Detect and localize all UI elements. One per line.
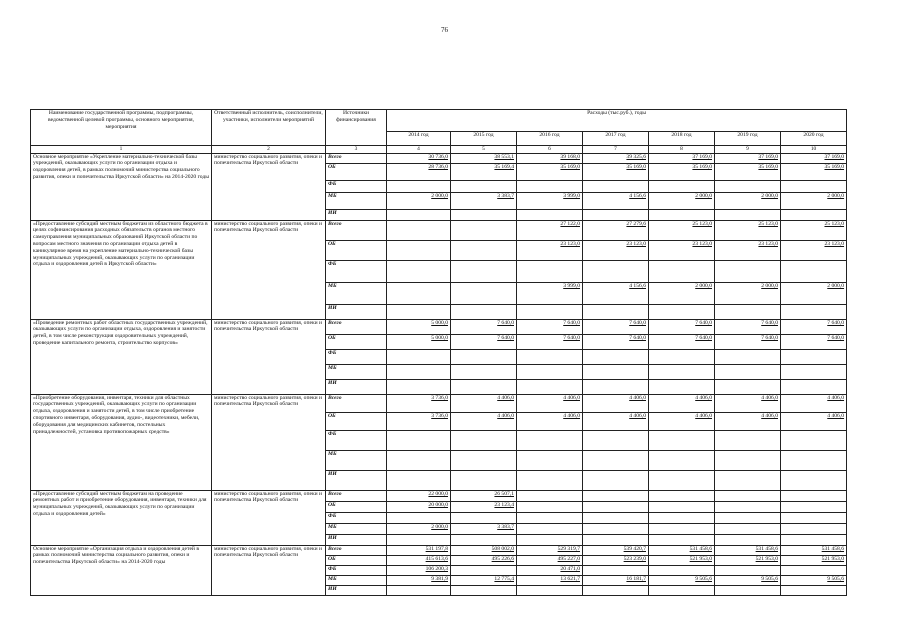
- amount-cell: 9 505,6: [715, 575, 781, 585]
- amount-cell: [583, 260, 649, 282]
- amount-cell: [451, 364, 517, 379]
- amount-cell: 35 169,0: [715, 163, 781, 180]
- amount-cell: [649, 470, 715, 490]
- amount-cell: 5 000,0: [387, 334, 451, 349]
- amount-cell: 23 123,0: [583, 240, 649, 260]
- amount-cell: 495 227,0: [517, 555, 583, 565]
- amount-cell: [781, 534, 847, 545]
- amount-cell: [583, 304, 649, 319]
- amount-cell: 529 319,7: [517, 545, 583, 555]
- amount-cell: 23 123,0: [517, 240, 583, 260]
- amount-cell: 3 999,0: [517, 192, 583, 209]
- amount-cell: [451, 260, 517, 282]
- funding-source: МБ: [326, 282, 387, 304]
- amount-cell: [715, 585, 781, 595]
- header-executor: Ответственный исполнитель, соисполнители, участники, исполнители мероприятий: [212, 110, 326, 146]
- amount-cell: [451, 512, 517, 523]
- amount-cell: [583, 490, 649, 501]
- amount-cell: 9 505,6: [781, 575, 847, 585]
- funding-source: ФБ: [326, 180, 387, 192]
- amount-cell: 4 156,6: [583, 282, 649, 304]
- amount-cell: [649, 490, 715, 501]
- header-year: 2019 год: [715, 132, 781, 146]
- table-row: [31, 153, 847, 163]
- amount-cell: [451, 304, 517, 319]
- amount-cell: 35 169,4: [451, 163, 517, 180]
- amount-cell: [715, 304, 781, 319]
- col-number: 4: [387, 146, 451, 154]
- executor: министерство социального развития, опеки и попечительства Иркутской области: [212, 220, 326, 319]
- amount-cell: [387, 209, 451, 220]
- amount-cell: [451, 450, 517, 470]
- funding-source: Всего: [326, 545, 387, 555]
- amount-cell: [781, 523, 847, 534]
- amount-cell: [781, 379, 847, 394]
- amount-cell: [649, 512, 715, 523]
- amount-cell: [517, 450, 583, 470]
- amount-cell: [715, 470, 781, 490]
- amount-cell: [451, 379, 517, 394]
- amount-cell: [517, 180, 583, 192]
- amount-cell: [517, 364, 583, 379]
- header-year: 2017 год: [583, 132, 649, 146]
- amount-cell: 7 640,0: [517, 319, 583, 334]
- amount-cell: 4 156,6: [583, 192, 649, 209]
- funding-source: ИИ: [326, 304, 387, 319]
- amount-cell: [781, 470, 847, 490]
- amount-cell: [781, 585, 847, 595]
- amount-cell: 23 123,4: [451, 501, 517, 512]
- amount-cell: 35 169,0: [517, 163, 583, 180]
- funding-source: ИИ: [326, 379, 387, 394]
- amount-cell: 2 000,0: [649, 192, 715, 209]
- amount-cell: [387, 512, 451, 523]
- amount-cell: [781, 490, 847, 501]
- amount-cell: 22 000,0: [387, 490, 451, 501]
- amount-cell: [781, 209, 847, 220]
- amount-cell: 37 169,0: [781, 153, 847, 163]
- amount-cell: [387, 304, 451, 319]
- amount-cell: [451, 585, 517, 595]
- amount-cell: [781, 260, 847, 282]
- amount-cell: [387, 585, 451, 595]
- funding-source: Всего: [326, 394, 387, 412]
- amount-cell: 531 458,6: [781, 545, 847, 555]
- amount-cell: 521 953,0: [715, 555, 781, 565]
- col-number: 2: [212, 146, 326, 154]
- amount-cell: 3 383,7: [451, 523, 517, 534]
- amount-cell: [583, 470, 649, 490]
- amount-cell: 4 406,0: [517, 394, 583, 412]
- amount-cell: 4 406,0: [517, 412, 583, 430]
- col-number: 1: [31, 146, 212, 154]
- amount-cell: 7 640,0: [517, 334, 583, 349]
- amount-cell: [387, 180, 451, 192]
- funding-source: ИИ: [326, 534, 387, 545]
- amount-cell: 531 197,8: [387, 545, 451, 555]
- expenses-table: [30, 109, 847, 596]
- amount-cell: [517, 501, 583, 512]
- amount-cell: 7 640,0: [781, 319, 847, 334]
- funding-source: ОБ: [326, 555, 387, 565]
- amount-cell: 27 279,6: [583, 220, 649, 240]
- amount-cell: 523 239,0: [583, 555, 649, 565]
- executor: министерство социального развития, опеки и попечительства Иркутской области: [212, 545, 326, 595]
- amount-cell: [387, 470, 451, 490]
- amount-cell: [649, 260, 715, 282]
- amount-cell: [583, 379, 649, 394]
- amount-cell: [649, 523, 715, 534]
- amount-cell: 2 000,0: [715, 282, 781, 304]
- amount-cell: 2 000,0: [781, 192, 847, 209]
- amount-cell: [649, 534, 715, 545]
- amount-cell: 25 123,0: [781, 220, 847, 240]
- amount-cell: [715, 490, 781, 501]
- col-number: 7: [583, 146, 649, 154]
- amount-cell: [781, 430, 847, 450]
- funding-source: ФБ: [326, 349, 387, 364]
- amount-cell: [781, 180, 847, 192]
- amount-cell: 4 406,0: [583, 394, 649, 412]
- amount-cell: 23 123,0: [781, 240, 847, 260]
- funding-source: ОБ: [326, 163, 387, 180]
- amount-cell: [387, 260, 451, 282]
- amount-cell: 23 123,0: [649, 240, 715, 260]
- amount-cell: 25 123,0: [715, 220, 781, 240]
- amount-cell: 26 507,1: [451, 490, 517, 501]
- header-year: 2014 год: [387, 132, 451, 146]
- amount-cell: [583, 534, 649, 545]
- amount-cell: 37 169,0: [649, 153, 715, 163]
- amount-cell: 28 736,0: [387, 163, 451, 180]
- funding-source: ФБ: [326, 512, 387, 523]
- amount-cell: [715, 180, 781, 192]
- amount-cell: 508 002,0: [451, 545, 517, 555]
- amount-cell: 7 640,0: [451, 334, 517, 349]
- amount-cell: 4 406,0: [781, 412, 847, 430]
- activity-name: Основное мероприятие «Укрепление материально-технической базы учреждений, оказывающих услуги по организации отдыха и оздоровления детей, в рамках полномочий министерства социального развития, опеки и попечительства Иркутской области» на 2014-2020 годы: [31, 153, 212, 220]
- amount-cell: [583, 209, 649, 220]
- amount-cell: [781, 501, 847, 512]
- funding-source: ФБ: [326, 565, 387, 575]
- amount-cell: [649, 349, 715, 364]
- funding-source: МБ: [326, 575, 387, 585]
- col-number: 6: [517, 146, 583, 154]
- table-row: [31, 394, 847, 412]
- amount-cell: 9 505,6: [649, 575, 715, 585]
- amount-cell: [583, 512, 649, 523]
- amount-cell: 2 000,0: [649, 282, 715, 304]
- activity-name: «Предоставление субсидий местным бюджетам на проведение ремонтных работ и приобретение оборудования, инвентаря, техники для муниципальных учреждений, оказывающих услуги по организации отдыха и оздоровления детей»: [31, 490, 212, 545]
- amount-cell: 12 775,4: [451, 575, 517, 585]
- activity-name: Основное мероприятие «Организация отдыха и оздоровления детей в рамках полномочий министерства социального развития, опеки и попечительства Иркутской области» на 2014-2020 годы: [31, 545, 212, 595]
- amount-cell: 25 123,0: [649, 220, 715, 240]
- amount-cell: [583, 501, 649, 512]
- amount-cell: [781, 450, 847, 470]
- amount-cell: 415 613,6: [387, 555, 451, 565]
- amount-cell: 7 640,0: [583, 334, 649, 349]
- amount-cell: 531 458,6: [649, 545, 715, 555]
- amount-cell: [583, 585, 649, 595]
- amount-cell: [649, 450, 715, 470]
- funding-source: ФБ: [326, 430, 387, 450]
- header-year: 2020 год: [781, 132, 847, 146]
- funding-source: ОБ: [326, 412, 387, 430]
- funding-source: ОБ: [326, 240, 387, 260]
- amount-cell: 3 383,7: [451, 192, 517, 209]
- amount-cell: [649, 430, 715, 450]
- header-source: Источники финансирования: [326, 110, 387, 146]
- executor: министерство социального развития, опеки и попечительства Иркутской области: [212, 394, 326, 490]
- amount-cell: [649, 379, 715, 394]
- amount-cell: 37 169,0: [715, 153, 781, 163]
- amount-cell: 531 458,6: [715, 545, 781, 555]
- funding-source: МБ: [326, 450, 387, 470]
- funding-source: ИИ: [326, 585, 387, 595]
- table-row: [31, 319, 847, 334]
- header-year: 2018 год: [649, 132, 715, 146]
- amount-cell: [583, 180, 649, 192]
- amount-cell: [583, 349, 649, 364]
- amount-cell: 39 168,0: [517, 153, 583, 163]
- amount-cell: 20 000,0: [387, 501, 451, 512]
- amount-cell: [583, 450, 649, 470]
- amount-cell: 4 406,0: [715, 394, 781, 412]
- funding-source: МБ: [326, 192, 387, 209]
- amount-cell: 7 640,0: [451, 319, 517, 334]
- amount-cell: [451, 240, 517, 260]
- funding-source: Всего: [326, 153, 387, 163]
- amount-cell: 16 181,7: [583, 575, 649, 585]
- executor: министерство социального развития, опеки и попечительства Иркутской области: [212, 153, 326, 220]
- amount-cell: [517, 304, 583, 319]
- amount-cell: 13 621,7: [517, 575, 583, 585]
- amount-cell: 4 406,0: [583, 412, 649, 430]
- amount-cell: 4 406,0: [649, 394, 715, 412]
- amount-cell: [649, 364, 715, 379]
- amount-cell: 2 000,0: [387, 523, 451, 534]
- amount-cell: [517, 490, 583, 501]
- amount-cell: 7 640,0: [781, 334, 847, 349]
- amount-cell: [451, 430, 517, 450]
- funding-source: Всего: [326, 490, 387, 501]
- amount-cell: [715, 534, 781, 545]
- amount-cell: [715, 523, 781, 534]
- amount-cell: [517, 534, 583, 545]
- col-number: 5: [451, 146, 517, 154]
- amount-cell: 9 381,9: [387, 575, 451, 585]
- amount-cell: [649, 501, 715, 512]
- amount-cell: 521 953,0: [649, 555, 715, 565]
- amount-cell: [387, 430, 451, 450]
- page-number: 76: [441, 26, 448, 34]
- amount-cell: [451, 534, 517, 545]
- amount-cell: [451, 282, 517, 304]
- amount-cell: [517, 585, 583, 595]
- amount-cell: [517, 523, 583, 534]
- header-expenses: Расходы (тыс.руб.), годы: [387, 110, 847, 132]
- amount-cell: 35 169,0: [583, 163, 649, 180]
- amount-cell: [715, 512, 781, 523]
- amount-cell: 23 123,0: [715, 240, 781, 260]
- amount-cell: [715, 349, 781, 364]
- amount-cell: [517, 209, 583, 220]
- amount-cell: [387, 364, 451, 379]
- amount-cell: 521 953,0: [781, 555, 847, 565]
- amount-cell: [387, 240, 451, 260]
- amount-cell: 3 736,0: [387, 412, 451, 430]
- amount-cell: [715, 260, 781, 282]
- amount-cell: [387, 220, 451, 240]
- amount-cell: [583, 565, 649, 575]
- amount-cell: 35 169,0: [649, 163, 715, 180]
- amount-cell: [715, 364, 781, 379]
- amount-cell: [451, 470, 517, 490]
- amount-cell: [451, 180, 517, 192]
- amount-cell: [517, 379, 583, 394]
- amount-cell: 7 640,0: [715, 319, 781, 334]
- funding-source: Всего: [326, 319, 387, 334]
- amount-cell: [781, 565, 847, 575]
- amount-cell: [387, 379, 451, 394]
- amount-cell: 495 226,6: [451, 555, 517, 565]
- amount-cell: 20 471,0: [517, 565, 583, 575]
- amount-cell: 35 169,0: [781, 163, 847, 180]
- amount-cell: [517, 470, 583, 490]
- amount-cell: [451, 349, 517, 364]
- amount-cell: [517, 512, 583, 523]
- amount-cell: [715, 501, 781, 512]
- amount-cell: [649, 180, 715, 192]
- amount-cell: [387, 282, 451, 304]
- amount-cell: 106 200,3: [387, 565, 451, 575]
- amount-cell: 4 406,0: [451, 412, 517, 430]
- amount-cell: 4 406,0: [715, 412, 781, 430]
- funding-source: ОБ: [326, 501, 387, 512]
- amount-cell: 4 406,0: [451, 394, 517, 412]
- header-year: 2015 год: [451, 132, 517, 146]
- amount-cell: [715, 450, 781, 470]
- amount-cell: 2 000,0: [781, 282, 847, 304]
- amount-cell: [387, 534, 451, 545]
- amount-cell: 7 640,0: [583, 319, 649, 334]
- amount-cell: 3 736,0: [387, 394, 451, 412]
- amount-cell: [781, 304, 847, 319]
- amount-cell: [649, 209, 715, 220]
- amount-cell: [781, 349, 847, 364]
- funding-source: МБ: [326, 523, 387, 534]
- amount-cell: [715, 430, 781, 450]
- amount-cell: [583, 364, 649, 379]
- amount-cell: 4 406,0: [781, 394, 847, 412]
- funding-source: ИИ: [326, 209, 387, 220]
- amount-cell: [451, 220, 517, 240]
- col-number: 9: [715, 146, 781, 154]
- amount-cell: [715, 379, 781, 394]
- activity-name: «Предоставление субсидий местным бюджетам из областного бюджета в целях софинансирования расходных обязательств органов местного самоуправления муниципальных образований Иркутской области по вопросам местного значения по организации отдыха детей в каникулярное время на укрепление материально-технической базы муниципальных учреждений, оказывающих услуги по организации отдыха и оздоровления детей в Иркутской области»: [31, 220, 212, 319]
- amount-cell: 7 640,0: [649, 334, 715, 349]
- header-year: 2016 год: [517, 132, 583, 146]
- amount-cell: 2 000,0: [715, 192, 781, 209]
- amount-cell: [387, 450, 451, 470]
- amount-cell: [451, 565, 517, 575]
- amount-cell: [649, 565, 715, 575]
- amount-cell: 38 553,1: [451, 153, 517, 163]
- amount-cell: [715, 565, 781, 575]
- table-row: [31, 545, 847, 555]
- table-row: [31, 490, 847, 501]
- amount-cell: [517, 430, 583, 450]
- amount-cell: [649, 585, 715, 595]
- funding-source: ИИ: [326, 470, 387, 490]
- amount-cell: 27 122,0: [517, 220, 583, 240]
- funding-source: ОБ: [326, 334, 387, 349]
- amount-cell: [517, 260, 583, 282]
- amount-cell: 3 999,0: [517, 282, 583, 304]
- table-row: [31, 220, 847, 240]
- col-number: 8: [649, 146, 715, 154]
- amount-cell: [583, 430, 649, 450]
- activity-name: «Проведение ремонтных работ областных государственных учреждений, оказывающих услуги по организации отдыха, оздоровления и занятости детей, в том числе реконструкция оздоровительных учреждений, проведение капитального ремонта, строительство корпусов»: [31, 319, 212, 394]
- amount-cell: [649, 304, 715, 319]
- amount-cell: [387, 349, 451, 364]
- amount-cell: [583, 523, 649, 534]
- executor: министерство социального развития, опеки и попечительства Иркутской области: [212, 319, 326, 394]
- amount-cell: [781, 364, 847, 379]
- col-number: 10: [781, 146, 847, 154]
- amount-cell: 5 000,0: [387, 319, 451, 334]
- amount-cell: [781, 512, 847, 523]
- amount-cell: 30 736,0: [387, 153, 451, 163]
- activity-name: «Приобретение оборудования, инвентаря, техники для областных государственных учреждений, оказывающих услуги по организации отдыха, оздоровления и занятости детей, в том числе приобретение спортивного инвентаря, оборудования, аудио-, видеотехники, мебели, оборудования для медицинских кабинетов, постельных принадлежностей, установка противопожарных средств»: [31, 394, 212, 490]
- amount-cell: [517, 349, 583, 364]
- amount-cell: [715, 209, 781, 220]
- executor: министерство социального развития, опеки и попечительства Иркутской области: [212, 490, 326, 545]
- funding-source: МБ: [326, 364, 387, 379]
- amount-cell: 2 000,0: [387, 192, 451, 209]
- col-number: 3: [326, 146, 387, 154]
- amount-cell: 4 406,0: [649, 412, 715, 430]
- amount-cell: 539 420,7: [583, 545, 649, 555]
- header-name: Наименование государственной программы, подпрограммы, ведомственной целевой программы, основного мероприятия, мероприятия: [31, 110, 212, 146]
- amount-cell: [451, 209, 517, 220]
- funding-source: Всего: [326, 220, 387, 240]
- amount-cell: 7 640,0: [649, 319, 715, 334]
- amount-cell: 39 325,6: [583, 153, 649, 163]
- amount-cell: 7 640,0: [715, 334, 781, 349]
- funding-source: ФБ: [326, 260, 387, 282]
